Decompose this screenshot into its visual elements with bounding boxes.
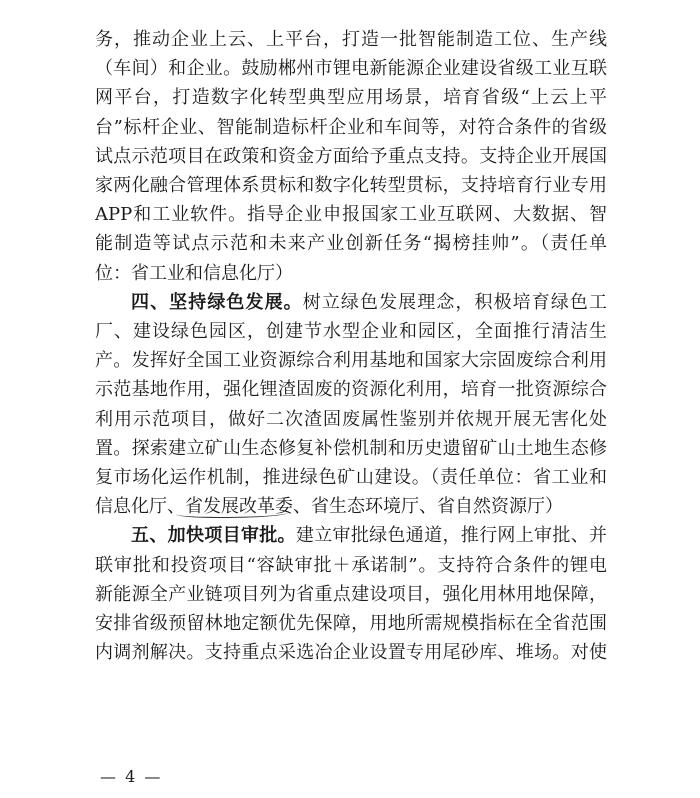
section-4-heading: 四、坚持绿色发展。 bbox=[131, 292, 303, 313]
page-number: — 4 — bbox=[100, 767, 163, 786]
text-line: 务，推动企业上云、上平台，打造一批智能制造工位、生产线 bbox=[95, 29, 607, 50]
text-line: 位：省工业和信息化厅） bbox=[95, 263, 293, 284]
text-line: 产。发挥好全国工业资源综合利用基地和国家大宗固废综合利用 bbox=[95, 350, 607, 371]
text-line: 示范基地作用，强化锂渣固废的资源化利用，培育一批资源综合 bbox=[95, 379, 607, 400]
text-line: （车间）和企业。鼓励郴州市锂电新能源企业建设省级工业互联 bbox=[95, 58, 607, 79]
text-line: APP和工业软件。指导企业申报国家工业互联网、大数据、智 bbox=[95, 204, 607, 225]
text-line: 利用示范项目，做好二次渣固废属性鉴别并依规开展无害化处 bbox=[95, 409, 607, 430]
text-line: 网平台，打造数字化转型典型应用场景，培育省级“上云上平 bbox=[95, 87, 607, 108]
text-line: 试点示范项目在政策和资金方面给予重点支持。支持企业开展国 bbox=[95, 146, 607, 167]
text-line: 家两化融合管理体系贯标和数字化转型贯标，支持培育行业专用 bbox=[95, 175, 607, 196]
text-line: 台”标杆企业、智能制造标杆企业和车间等，对符合条件的省级 bbox=[95, 117, 607, 138]
text-line: 联审批和投资项目“容缺审批＋承诺制”。支持符合条件的锂电 bbox=[95, 555, 607, 576]
section-5-first-line bbox=[131, 524, 607, 548]
text-line: 信息化厅、省发展改革委、省生态环境厅、省自然资源厅） bbox=[95, 496, 563, 517]
text-line: 复市场化运作机制，推进绿色矿山建设。（责任单位：省工业和 bbox=[95, 467, 607, 488]
text-line: 能制造等试点示范和未来产业创新任务“揭榜挂帅”。（责任单 bbox=[95, 233, 607, 254]
text-line: 新能源全产业链项目列为省重点建设项目，强化用林用地保障， bbox=[95, 584, 607, 605]
text-line: 置。探索建立矿山生态修复补偿机制和历史遗留矿山土地生态修 bbox=[95, 438, 607, 459]
text-line: 内调剂解决。支持重点采选冶企业设置专用尾砂库、堆场。对使 bbox=[95, 642, 607, 663]
text-line: 厂、建设绿色园区，创建节水型企业和园区，全面推行清洁生 bbox=[95, 321, 607, 342]
section-4-first-line bbox=[131, 291, 607, 315]
section-5-first-line-text: 建立审批绿色通道，推行网上审批、并 bbox=[295, 525, 608, 546]
section-4-first-line-text: 树立绿色发展理念，积极培育绿色工 bbox=[302, 292, 607, 313]
section-5-heading: 五、加快项目审批。 bbox=[131, 525, 296, 546]
text-line: 安排省级预留林地定额优先保障，用地所需规模指标在全省范围 bbox=[95, 613, 607, 634]
